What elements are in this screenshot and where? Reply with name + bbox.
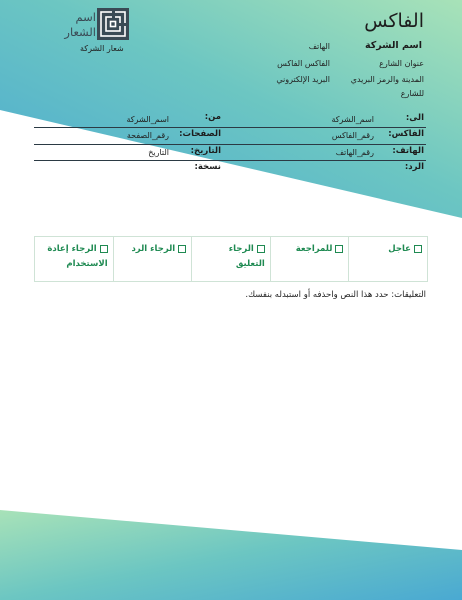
cc-label: نسخة:	[194, 162, 221, 172]
logo-caption: شعار الشركة	[80, 44, 124, 53]
phone-label: الهاتف:	[392, 146, 424, 156]
status-checkbox-table	[34, 236, 428, 282]
checkbox-label: الرجاء إعادة الاستخدام	[47, 244, 108, 269]
checkbox-label: عاجل	[388, 244, 411, 254]
checkbox-label: الرجاء التعليق	[228, 244, 265, 269]
to-label: الى:	[405, 113, 424, 123]
re-label: الرد:	[404, 162, 424, 172]
address-line-street: عنوان الشارع	[379, 59, 424, 68]
from-label: من:	[204, 112, 221, 122]
phone-value: رقم_الهاتف	[335, 148, 374, 157]
date-label: التاريخ:	[190, 146, 221, 156]
fax-label: الفاكس:	[388, 129, 424, 139]
checkbox-for-review[interactable]	[270, 237, 349, 282]
checkbox-icon[interactable]	[178, 245, 186, 253]
field-divider	[34, 160, 426, 161]
checkbox-label: الرجاء الرد	[131, 244, 176, 254]
page-title: الفاكس	[364, 10, 424, 32]
checkbox-urgent[interactable]	[349, 237, 428, 282]
checkbox-icon[interactable]	[335, 245, 343, 253]
checkbox-icon[interactable]	[257, 245, 265, 253]
checkbox-please-recycle[interactable]	[35, 237, 114, 282]
field-divider	[34, 127, 426, 128]
pages-label: الصفحات:	[179, 129, 221, 139]
comments-text[interactable]: التعليقات: حدد هذا النص واحذفه أو استبدله بنفسك.	[245, 290, 426, 300]
checkbox-label: للمراجعة	[295, 244, 333, 254]
maze-square-icon	[97, 8, 129, 40]
bottom-gradient-band	[0, 510, 462, 600]
company-name: اسم الشركة	[364, 40, 422, 51]
date-value: التاريخ	[148, 148, 169, 157]
checkbox-icon[interactable]	[414, 245, 422, 253]
checkbox-icon[interactable]	[100, 245, 108, 253]
checkbox-please-reply[interactable]	[113, 237, 192, 282]
fax-value: رقم_الفاكس	[331, 131, 374, 140]
contact-fax: الفاكس الفاكس	[277, 59, 330, 68]
checkbox-please-comment[interactable]	[192, 237, 271, 282]
address-line-city: المدينة والرمز البريدي للشارع	[350, 75, 424, 98]
contact-phone: الهاتف	[308, 42, 330, 51]
from-value: اسم_الشركة	[126, 115, 169, 124]
pages-value: رقم_الصفحة	[126, 131, 169, 140]
logo-text: اسم الشعار	[64, 10, 96, 39]
field-divider	[34, 144, 426, 145]
contact-email: البريد الإلكتروني	[276, 75, 330, 84]
to-value: اسم_الشركة	[331, 115, 374, 124]
